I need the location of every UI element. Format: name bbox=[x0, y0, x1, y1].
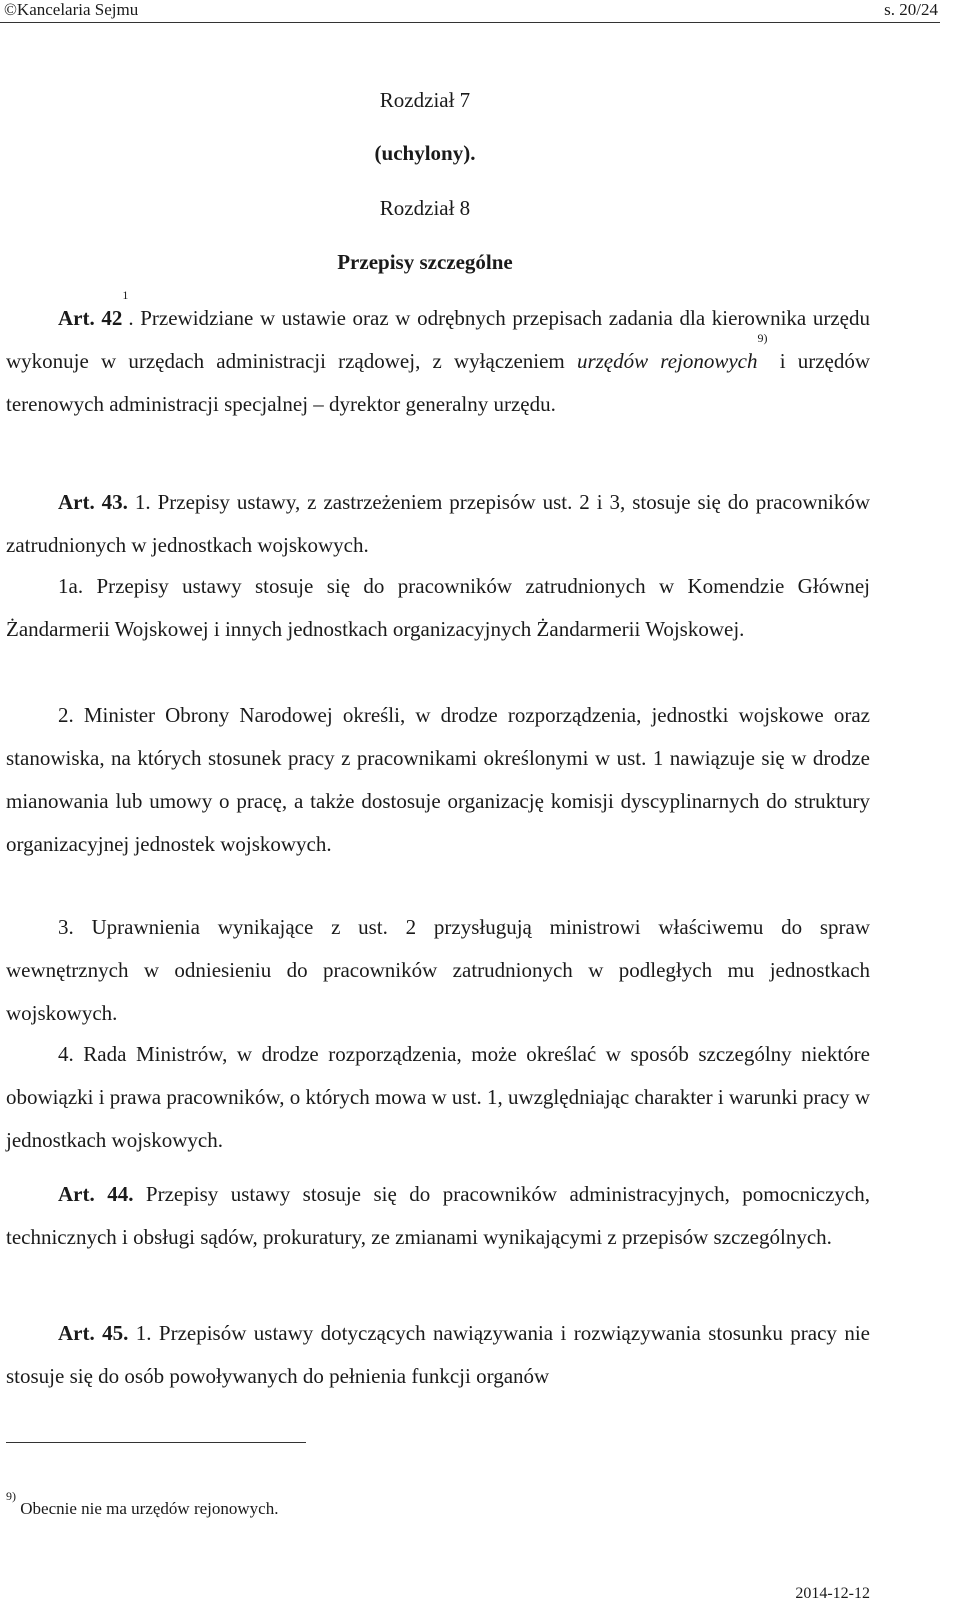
chapter-7-status: (uchylony). bbox=[374, 141, 476, 165]
article-43-para-1: Art. 43. 1. Przepisy ustawy, z zastrzeżeniem przepisów ust. 2 i 3, stosuje się do pracowników zatrudnionych w jednostkach wojskowych. bbox=[6, 490, 871, 557]
chapter-8-subtitle: Przepisy szczególne bbox=[337, 250, 513, 274]
footnote-mark: 9) bbox=[6, 1489, 16, 1503]
page-header bbox=[0, 0, 940, 23]
article-42-superscript: 1 bbox=[122, 288, 129, 302]
article-43-para-1a: 1a. Przepisy ustawy stosuje się do pracowników zatrudnionych w Komendzie Głównej Żandarmerii Wojskowej i innych jednostkach organizacyjnych Żandarmerii Wojskowej. bbox=[6, 574, 870, 641]
header-publisher: ©Kancelaria Sejmu bbox=[4, 0, 139, 19]
footnote-text: Obecnie nie ma urzędów rejonowych. bbox=[16, 1499, 279, 1518]
chapter-8-title: Rozdział 8 bbox=[379, 196, 471, 220]
footnote-reference: 9) bbox=[757, 331, 768, 345]
article-44-label: Art. 44. bbox=[58, 1182, 134, 1206]
chapter-7-title: Rozdział 7 bbox=[379, 88, 471, 112]
article-43-label: Art. 43. bbox=[58, 490, 128, 514]
article-43-para-2: 2. Minister Obrony Narodowej określi, w drodze rozporządzenia, jednostki wojskowe oraz stanowiska, na których stosunek pracy z pracownikami określonymi w ust. 1 nawiązuje się w drodze mianowania lub umowy o pracę, a także dostosuje organizację komisji dyscyplinarnych do struktury organizacyjnej jednostek wojskowych. bbox=[6, 703, 870, 856]
footnote-separator bbox=[6, 1442, 306, 1443]
article-42-italic: urzędów rejonowych bbox=[576, 349, 758, 373]
header-page-number: s. 20/24 bbox=[884, 0, 938, 19]
article-44: Art. 44. Przepisy ustawy stosuje się do pracowników administracyjnych, pomocniczych, technicznych i obsługi sądów, prokuratury, ze zmianami wynikającymi z przepisów szczególnych. bbox=[6, 1182, 870, 1249]
footnote-9 bbox=[6, 1489, 279, 1520]
article-42-text-part2: i urzędów terenowych administracji specjalnej – dyrektor generalny urzędu. bbox=[6, 349, 871, 416]
article-43-para-3: 3. Uprawnienia wynikające z ust. 2 przysługują ministrowi właściwemu do spraw wewnętrznych w odniesieniu do pracowników zatrudnionych w podległych mu jednostkach wojskowych. bbox=[6, 915, 870, 1025]
article-45-label: Art. 45. bbox=[58, 1321, 129, 1345]
article-42-text-part1: . Przewidziane w ustawie oraz w odrębnych przepisach zadania dla kierownika urzędu wykonuje w urzędach administracji rządowej, z wyłączeniem bbox=[6, 306, 870, 373]
article-43-para-4: 4. Rada Ministrów, w drodze rozporządzenia, może określać w sposób szczególny niektóre obowiązki i prawa pracowników, o których mowa w ust. 1, uwzględniając charakter i warunki pracy w jednostkach wojskowych. bbox=[6, 1042, 871, 1152]
article-45: Art. 45. 1. Przepisów ustawy dotyczących nawiązywania i rozwiązywania stosunku pracy nie stosuje się do osób powoływanych do pełnienia funkcji organów bbox=[6, 1321, 870, 1388]
article-42-label: Art. 42 bbox=[58, 306, 123, 330]
footer-date: 2014-12-12 bbox=[795, 1585, 870, 1602]
article-42 bbox=[6, 288, 871, 426]
